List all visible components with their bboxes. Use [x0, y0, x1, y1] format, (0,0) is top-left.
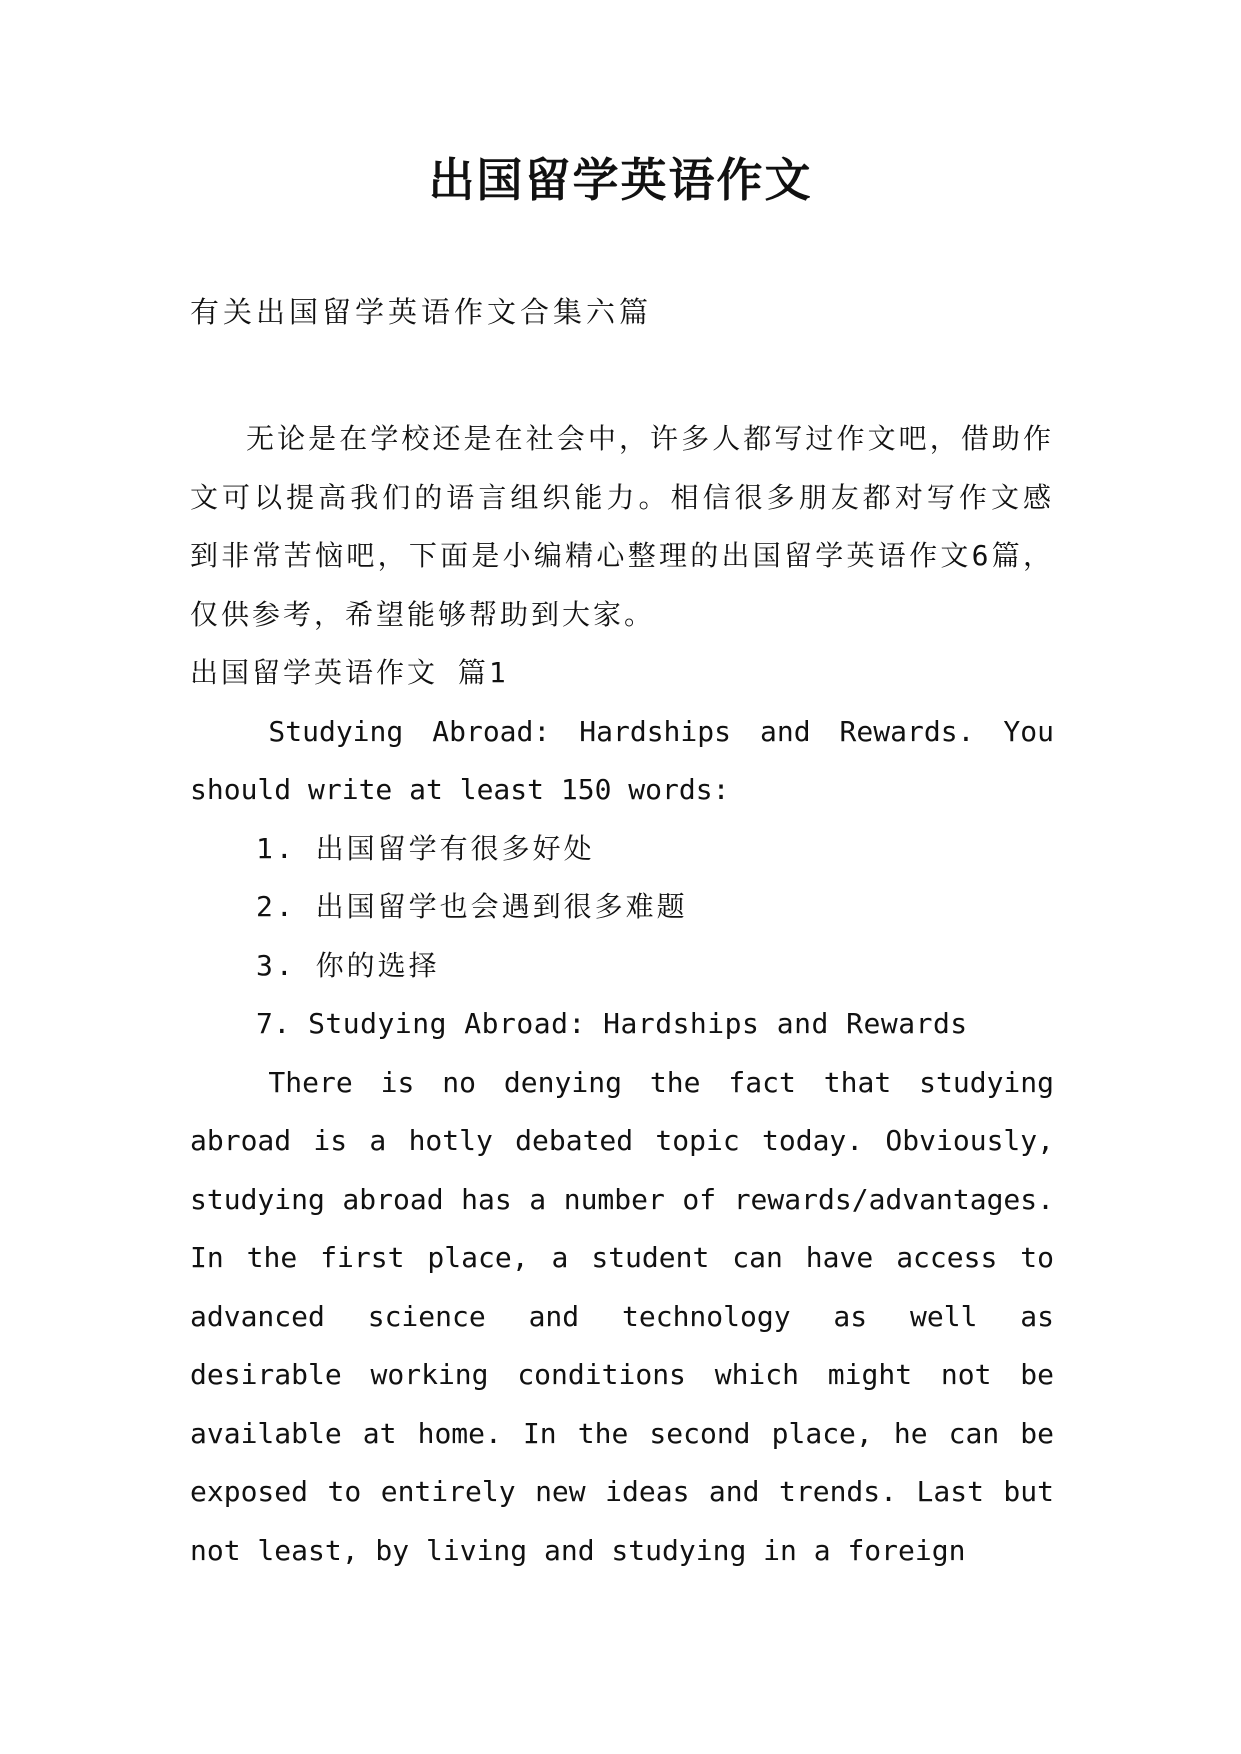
list-item: 7. Studying Abroad: Hardships and Rewards	[256, 1007, 968, 1040]
list-item: 2. 出国留学也会遇到很多难题	[256, 890, 688, 923]
document-subtitle: 有关出国留学英语作文合集六篇	[190, 295, 653, 329]
list-item: 3. 你的选择	[256, 948, 440, 982]
essay-paragraph: There is no denying the fact that studying abroad is a hotly debated topic today. Obviously, studying abroad has a number of rewards/advantages. In the first place, a student can have access to advanced science and technology as well as desirable working conditions which might not be available at home. In the second place, he can be exposed to entirely new ideas and trends. Last but not least, by living and studying in a foreign	[190, 1065, 1054, 1567]
list-item: 1. 出国留学有很多好处	[256, 831, 595, 865]
intro-paragraph: 无论是在学校还是在社会中，许多人都写过作文吧，借助作文可以提高我们的语言组织能力。相信很多朋友都对写作文感到非常苦恼吧，下面是小编精心整理的出国留学英语作文6篇，仅供参考，希望能够帮助到大家。	[190, 422, 1054, 631]
document-body	[190, 410, 1054, 1580]
section-heading: 出国留学英语作文 篇1	[190, 656, 509, 689]
document-title: 出国留学英语作文	[428, 153, 813, 207]
essay-prompt: Studying Abroad: Hardships and Rewards. You should write at least 150 words:	[190, 714, 1054, 806]
